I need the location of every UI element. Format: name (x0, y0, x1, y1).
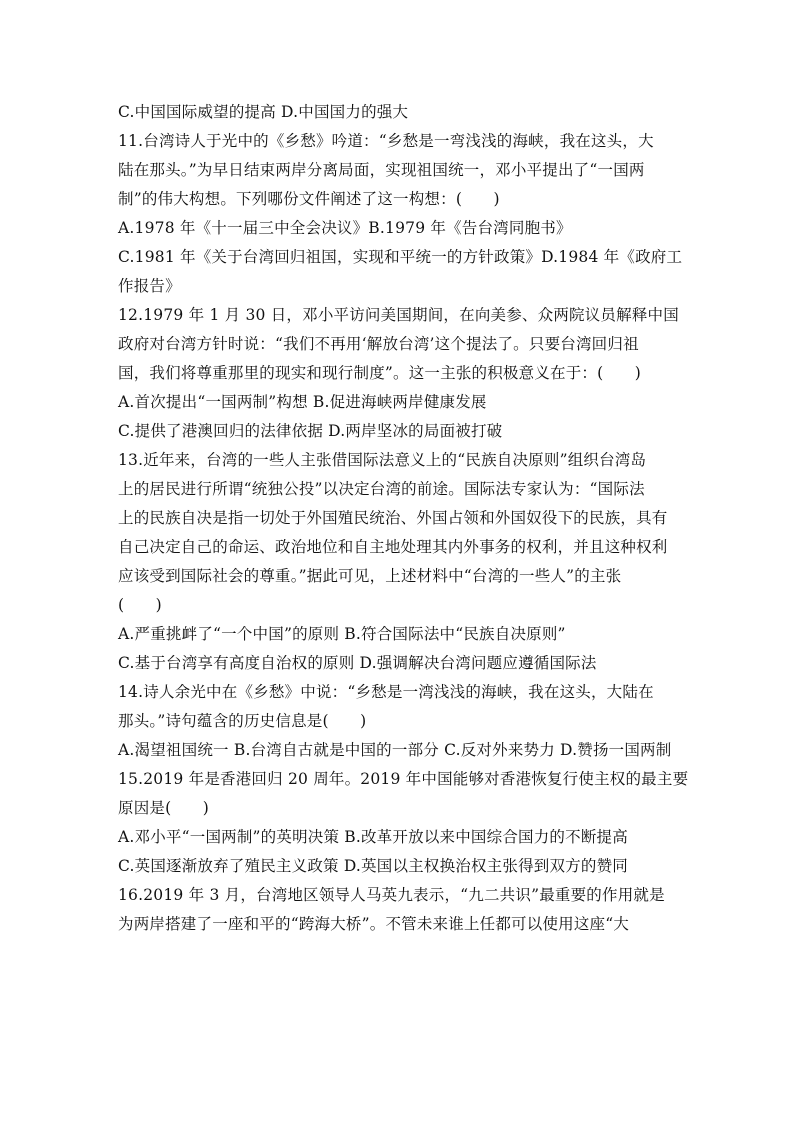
text-line: 原因是( ) (118, 799, 209, 817)
question-15-line: 15.2019 年是香港回归 20 周年。2019 年中国能够对香港恢复行使主权的最主要 (118, 770, 689, 788)
text-line: 应该受到国际社会的尊重。”据此可见，上述材料中“台湾的一些人”的主张 (118, 567, 622, 585)
text-line: 那头。”诗句蕴含的历史信息是( ) (118, 712, 367, 730)
option-line: A.首次提出“一国两制”构想 B.促进海峡两岸健康发展 (118, 393, 487, 411)
option-line: A.邓小平“一国两制”的英明决策 B.改革开放以来中国综合国力的不断提高 (118, 828, 628, 846)
option-line: A.渴望祖国统一 B.台湾自古就是中国的一部分 C.反对外来势力 D.赞扬一国两制 (118, 741, 672, 759)
option-line: C.1981 年《关于台湾回归祖国，实现和平统一的方针政策》D.1984 年《政府工 (118, 248, 683, 266)
option-line: A.严重挑衅了“一个中国”的原则 B.符合国际法中“民族自决原则” (118, 625, 566, 643)
option-line: C.基于台湾享有高度自治权的原则 D.强调解决台湾问题应遵循国际法 (118, 654, 597, 672)
text-line: 为两岸搭建了一座和平的“跨海大桥”。不管未来谁上任都可以使用这座“大 (118, 915, 630, 933)
text-line: 陆在那头。”为早日结束两岸分离局面，实现祖国统一，邓小平提出了“一国两 (118, 161, 645, 179)
question-13-line: 13.近年来，台湾的一些人主张借国际法意义上的“民族自决原则”组织台湾岛 (118, 451, 647, 469)
option-line: C.英国逐渐放弃了殖民主义政策 D.英国以主权换治权主张得到双方的赞同 (118, 857, 628, 875)
question-16-line: 16.2019 年 3 月，台湾地区领导人马英九表示，“九二共识”最重要的作用就是 (118, 886, 665, 904)
option-line: A.1978 年《十一届三中全会决议》B.1979 年《告台湾同胞书》 (118, 219, 572, 237)
question-14-line: 14.诗人余光中在《乡愁》中说：“乡愁是一湾浅浅的海峡，我在这头，大陆在 (118, 683, 654, 701)
question-11-line: 11.台湾诗人于光中的《乡愁》吟道：“乡愁是一弯浅浅的海峡，我在这头，大 (118, 132, 654, 150)
text-line: 国，我们将尊重那里的现实和现行制度”。这一主张的积极意义在于：( ) (118, 364, 642, 382)
question-12-line: 12.1979 年 1 月 30 日，邓小平访问美国期间，在向美参、众两院议员解释中国 (118, 306, 679, 324)
text-line: 政府对台湾方针时说：“我们不再用‘解放台湾’这个提法了。只要台湾回归祖 (118, 335, 639, 353)
text-line: C.中国国际威望的提高 D.中国国力的强大 (118, 103, 409, 121)
text-line: 自己决定自己的命运、政治地位和自主地处理其内外事务的权利，并且这种权利 (118, 538, 668, 556)
document-body (118, 98, 689, 939)
text-line: 上的民族自决是指一切处于外国殖民统治、外国占领和外国奴役下的民族，具有 (118, 509, 668, 527)
text-line: ( ) (118, 596, 162, 614)
text-line: 制”的伟大构想。下列哪份文件阐述了这一构想：( ) (118, 190, 500, 208)
option-line: C.提供了港澳回归的法律依据 D.两岸坚冰的局面被打破 (118, 422, 503, 440)
option-line: 作报告》 (118, 277, 181, 295)
text-line: 上的居民进行所谓“统独公投”以决定台湾的前途。国际法专家认为：“国际法 (118, 480, 645, 498)
